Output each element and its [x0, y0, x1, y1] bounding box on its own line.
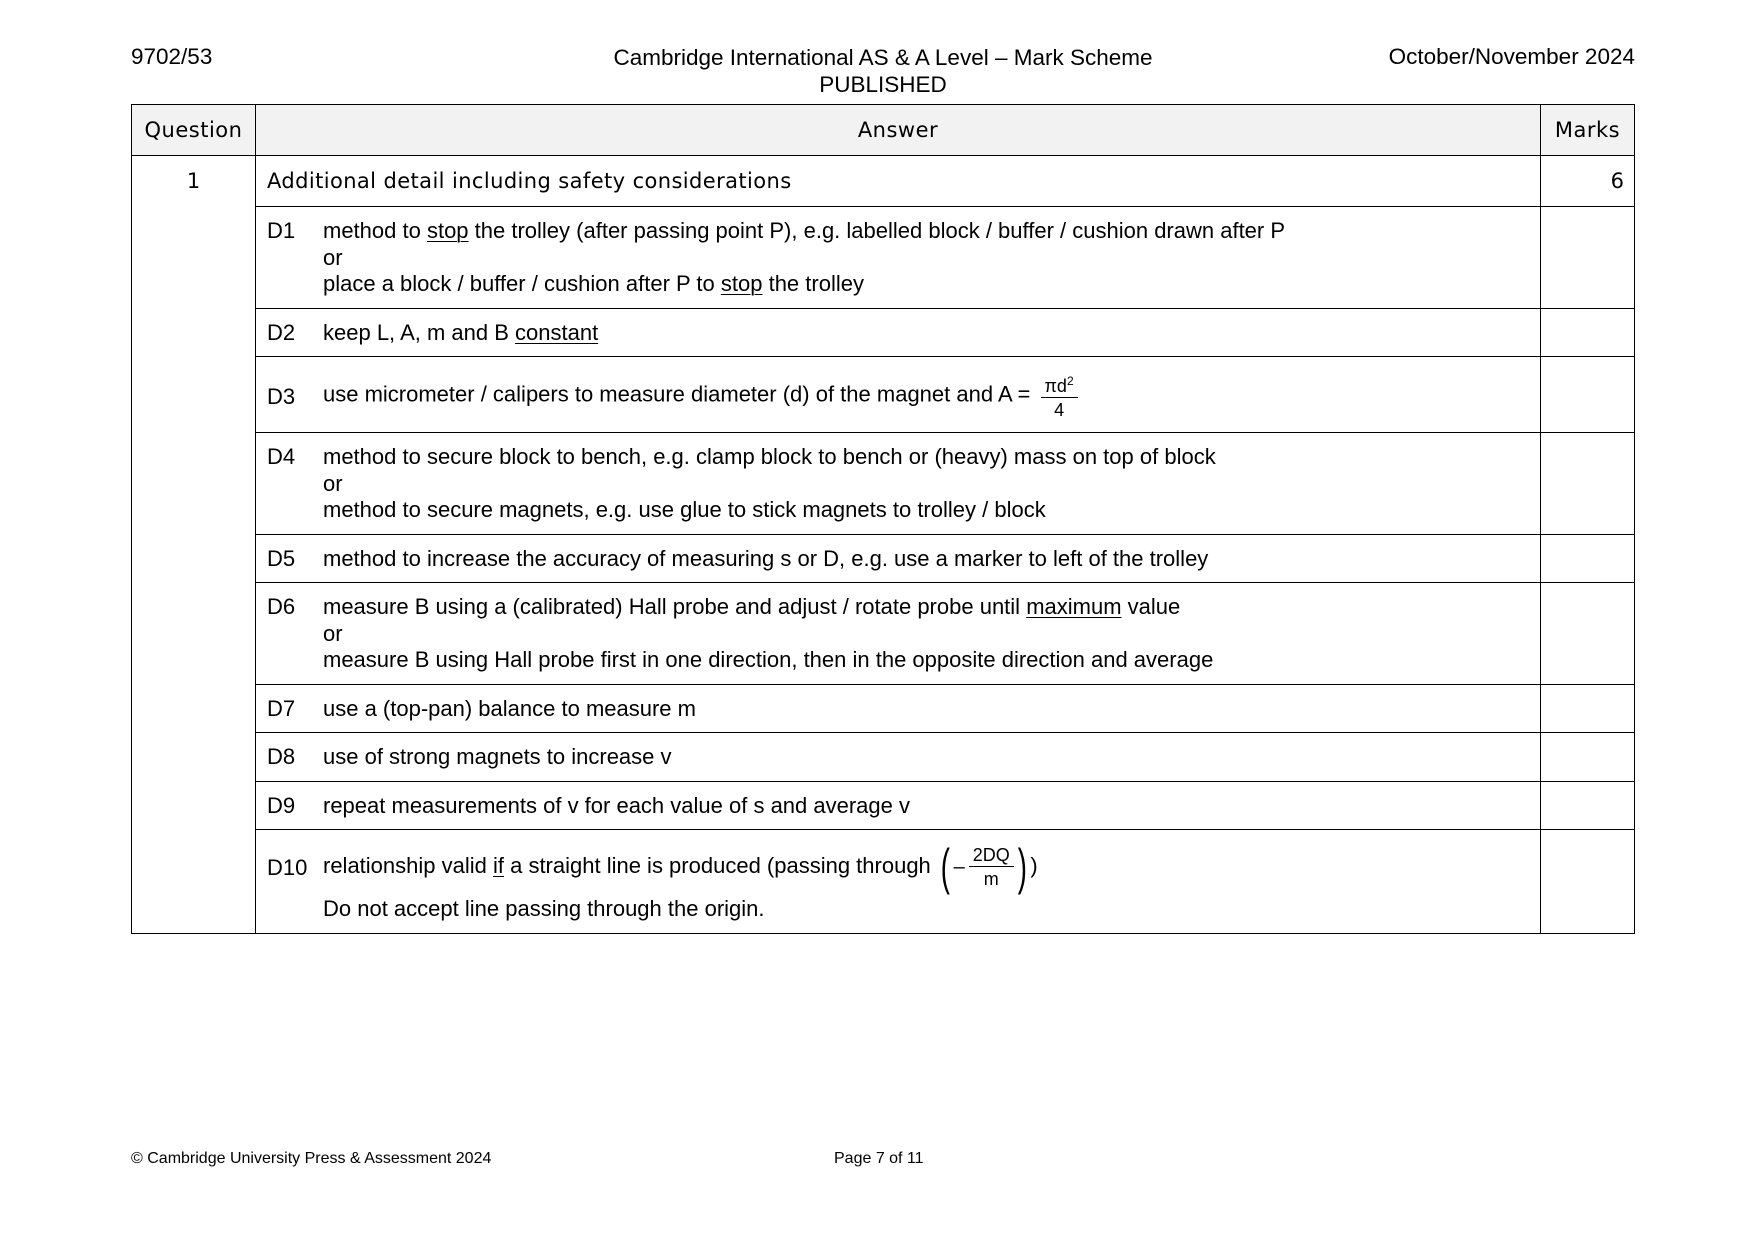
page-header	[131, 44, 1635, 100]
section-title: Additional detail including safety considerations	[256, 156, 1541, 207]
left-bracket: (	[940, 839, 950, 895]
section-marks: 6	[1541, 156, 1635, 207]
underlined-keyword: stop	[720, 271, 763, 296]
text-segment: method to secure block to bench, e.g. clamp block to bench or (heavy) mass on top of block	[323, 444, 1216, 469]
point-code: D4	[267, 444, 296, 469]
table-row	[132, 534, 1635, 583]
answer-cell-d8	[256, 733, 1541, 782]
fraction-numerator: 2DQ	[969, 845, 1014, 867]
table-row	[132, 684, 1635, 733]
marks-cell	[1541, 830, 1635, 934]
point-text	[323, 320, 1523, 347]
point-code: D1	[267, 218, 296, 243]
right-bracket: )	[1017, 839, 1027, 895]
point-text	[323, 839, 1523, 923]
point-text	[323, 371, 1523, 420]
marks-cell	[1541, 207, 1635, 309]
table-row	[132, 583, 1635, 685]
text-segment: method to secure magnets, e.g. use glue to stick magnets to trolley / block	[323, 497, 1046, 522]
table-header-row	[132, 105, 1635, 156]
answer-cell-d1	[256, 207, 1541, 309]
text-segment: keep L, A, m and B	[323, 319, 516, 345]
or-separator: or	[323, 470, 343, 496]
text-segment: the trolley	[762, 271, 864, 296]
text-segment: place a block / buffer / cushion after P to	[323, 271, 721, 296]
point-code: D3	[267, 384, 296, 409]
point-text: use a (top-pan) balance to measure m	[323, 695, 696, 721]
answer-cell-d2	[256, 308, 1541, 357]
point-text	[323, 218, 1523, 298]
text-segment: value	[1121, 594, 1181, 619]
point-code: D9	[267, 792, 296, 818]
text-segment: a straight line is produced (passing through	[503, 852, 937, 878]
answer-cell-d3	[256, 357, 1541, 433]
answer-column-header: Answer	[256, 105, 1541, 156]
text-segment: the trolley (after passing point P), e.g. labelled block / buffer / cushion drawn after P	[468, 218, 1286, 243]
table-row	[132, 156, 1635, 207]
point-code: D6	[267, 594, 296, 619]
fraction-formula	[1041, 371, 1078, 420]
point-text: repeat measurements of v for each value of s and average v	[323, 792, 910, 818]
mark-scheme-table	[131, 104, 1635, 934]
fraction-denominator: m	[983, 869, 999, 889]
point-text	[323, 594, 1523, 674]
answer-cell-d7	[256, 684, 1541, 733]
or-separator: or	[323, 244, 343, 270]
marks-cell	[1541, 308, 1635, 357]
table-row	[132, 830, 1635, 934]
marks-cell	[1541, 357, 1635, 433]
question-column-header: Question	[132, 105, 256, 156]
answer-cell-d5	[256, 534, 1541, 583]
text-segment: measure B using a (calibrated) Hall probe and adjust / rotate probe until	[323, 594, 1027, 619]
note-text: Do not accept line passing through the origin.	[323, 896, 765, 921]
marks-cell	[1541, 781, 1635, 830]
marks-cell	[1541, 733, 1635, 782]
page-number: Page 7 of 11	[834, 1150, 924, 1167]
table-row	[132, 207, 1635, 309]
table-row	[132, 733, 1635, 782]
marks-cell	[1541, 534, 1635, 583]
document-status: PUBLISHED	[819, 72, 947, 97]
exponent: 2	[1066, 374, 1074, 388]
answer-cell-d10	[256, 830, 1541, 934]
table-row	[132, 308, 1635, 357]
marks-column-header: Marks	[1541, 105, 1635, 156]
exam-session: October/November 2024	[1388, 44, 1635, 69]
table-row	[132, 357, 1635, 433]
point-code: D10	[267, 855, 308, 880]
text-segment: )	[1030, 852, 1038, 878]
text-segment: method to	[323, 218, 427, 243]
text-segment: relationship valid	[323, 852, 493, 878]
underlined-keyword: stop	[426, 218, 469, 243]
point-code: D2	[267, 319, 296, 345]
marks-cell	[1541, 583, 1635, 685]
or-separator: or	[323, 620, 343, 646]
point-text: method to increase the accuracy of measuring s or D, e.g. use a marker to left of the trolley	[323, 545, 1209, 571]
underlined-keyword: if	[492, 852, 504, 878]
marks-cell	[1541, 684, 1635, 733]
underlined-keyword: maximum	[1026, 594, 1122, 619]
fraction-denominator: 4	[1054, 400, 1065, 420]
document-title: Cambridge International AS & A Level – Mark Scheme	[613, 45, 1153, 70]
minus-sign: –	[953, 855, 965, 878]
text-segment: measure B using Hall probe first in one direction, then in the opposite direction and average	[323, 647, 1214, 672]
fraction-formula	[969, 845, 1014, 889]
answer-cell-d4	[256, 433, 1541, 535]
answer-cell-d9	[256, 781, 1541, 830]
point-text: use of strong magnets to increase v	[323, 744, 672, 769]
syllabus-code: 9702/53	[131, 44, 213, 69]
underlined-keyword: constant	[515, 319, 599, 345]
point-text	[323, 444, 1523, 524]
table-row	[132, 781, 1635, 830]
question-number: 1	[132, 156, 256, 934]
marks-cell	[1541, 433, 1635, 535]
point-code: D5	[267, 545, 296, 571]
answer-cell-d6	[256, 583, 1541, 685]
fraction-numerator: πd	[1044, 376, 1067, 396]
point-code: D7	[267, 695, 296, 721]
table-row	[132, 433, 1635, 535]
copyright-notice: © Cambridge University Press & Assessment 2024	[131, 1150, 492, 1167]
point-code: D8	[267, 744, 296, 769]
text-segment: use micrometer / calipers to measure diameter (d) of the magnet and A =	[323, 381, 1037, 407]
